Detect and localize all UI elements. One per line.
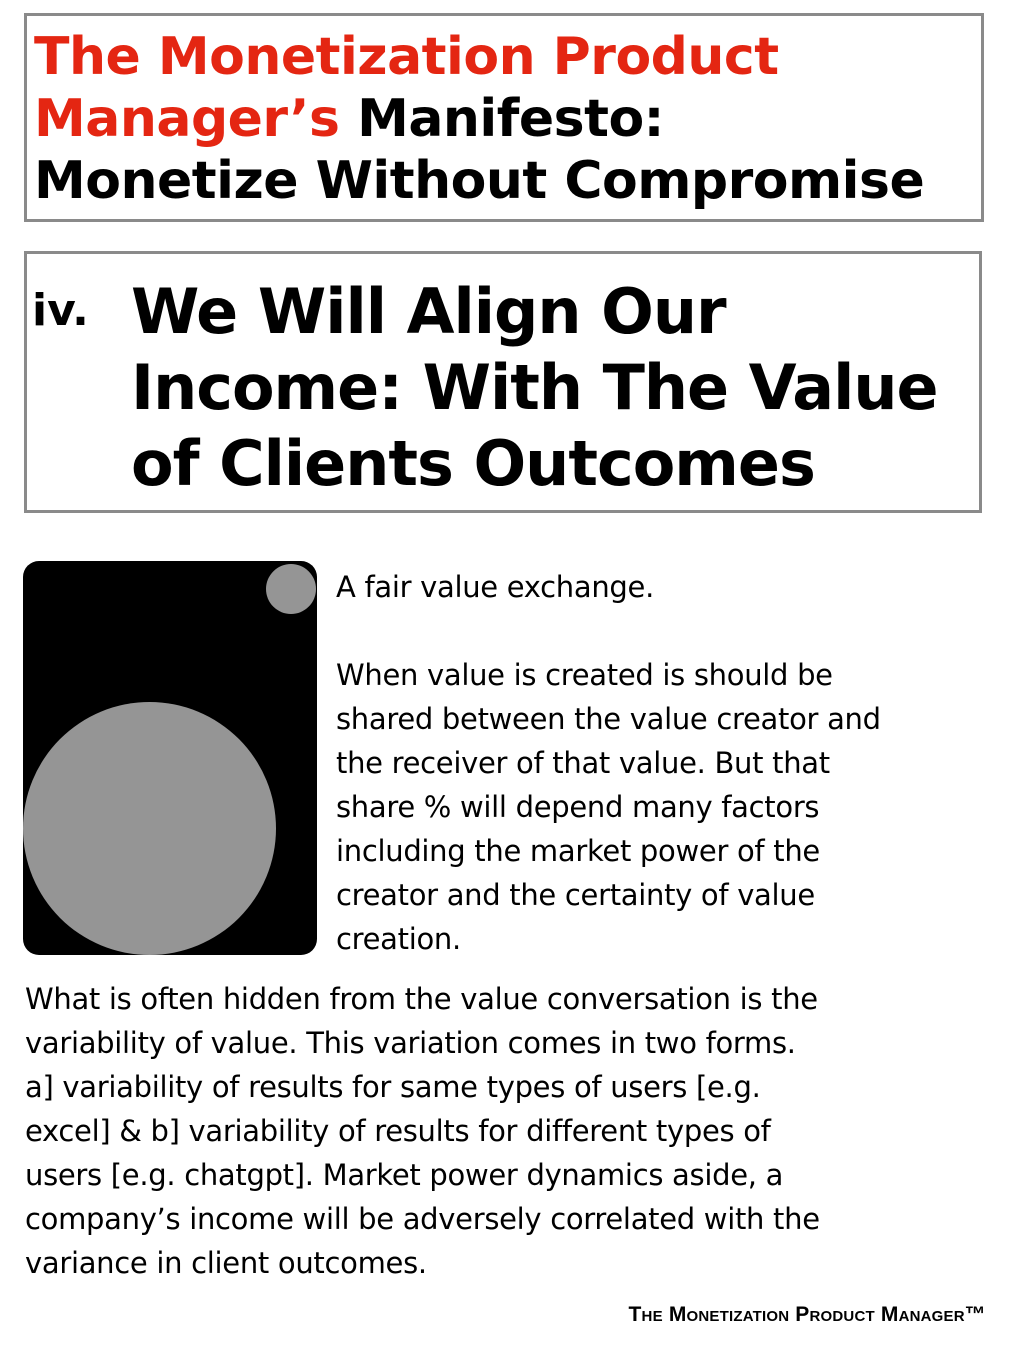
title-line-1: The Monetization Product: [34, 27, 779, 87]
section-numeral: iv.: [32, 285, 89, 336]
title-box: [24, 13, 984, 222]
section-heading: [131, 274, 977, 502]
section-heading-line-2: Income: With The Value: [131, 351, 938, 424]
section-box: [24, 251, 982, 513]
footer-brand: The Monetization Product Manager™: [628, 1303, 986, 1326]
page-title: [34, 26, 924, 212]
section-heading-line-3: of Clients Outcomes: [131, 427, 815, 500]
title-line-2-accent: Manager’s: [34, 89, 340, 149]
value-illustration: [23, 561, 317, 955]
title-line-2-rest: Manifesto:: [339, 89, 664, 149]
large-circle-shape: [23, 702, 276, 955]
small-circle-shape: [266, 564, 316, 614]
side-paragraph: When value is created is should be shared between the value creator and the receiver of that value. But that share % will depend many factors including the market power of the creator and the certainty of value creation.: [336, 658, 881, 956]
section-heading-line-1: We Will Align Our: [131, 275, 726, 348]
main-paragraph: What is often hidden from the value conversation is the variability of value. This variation comes in two forms. a] variability of results for same types of users [e.g. excel] & b] variability of results for different types of users [e.g. chatgpt]. Market power dynamics aside, a company’s income will be adversely correlated with the variance in client outcomes.: [25, 982, 820, 1280]
title-line-3: Monetize Without Compromise: [34, 151, 925, 211]
intro-text: A fair value exchange.: [336, 570, 654, 604]
